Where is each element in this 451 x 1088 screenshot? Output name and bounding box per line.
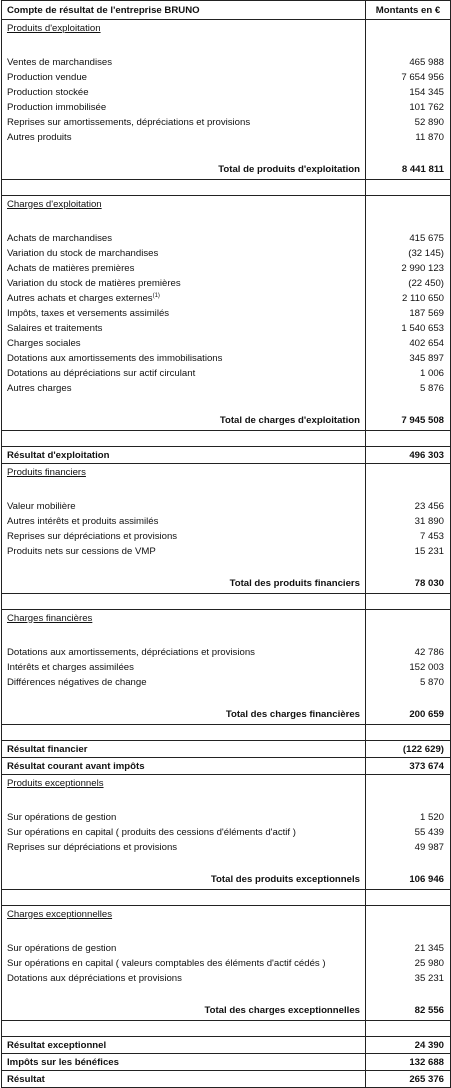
total-amount: 82 556 <box>366 1001 451 1021</box>
table-row <box>2 70 451 85</box>
income-statement-table <box>1 0 451 1088</box>
table-row <box>2 85 451 100</box>
row-label: Sur opérations en capital ( valeurs comptables des éléments d'actif cédés ) <box>2 956 366 971</box>
row-label: Variation du stock de matières premières <box>2 276 366 291</box>
table-row <box>2 130 451 145</box>
table-row <box>2 956 451 971</box>
row-amount: 1 540 653 <box>366 321 451 336</box>
row-amount: 23 456 <box>366 499 451 514</box>
row-label: Achats de marchandises <box>2 231 366 246</box>
total-label: Total de charges d'exploitation <box>2 411 366 431</box>
row-label: Produits nets sur cessions de VMP <box>2 544 366 559</box>
table-row <box>2 645 451 660</box>
row-amount: 2 990 123 <box>366 261 451 276</box>
row-amount: 55 439 <box>366 825 451 840</box>
row-label: Valeur mobilière <box>2 499 366 514</box>
row-label-text: Autres achats et charges externes <box>7 293 153 305</box>
table-row <box>2 675 451 690</box>
section-heading: Charges exceptionnelles <box>2 906 366 923</box>
result-label: Résultat courant avant impôts <box>2 758 366 775</box>
row-label: Différences négatives de change <box>2 675 366 690</box>
table-row <box>2 840 451 855</box>
row-label: Autres produits <box>2 130 366 145</box>
row-amount: 465 988 <box>366 55 451 70</box>
row-label: Reprises sur dépréciations et provisions <box>2 529 366 544</box>
total-row <box>2 705 451 725</box>
table-row <box>2 810 451 825</box>
result-amount: 373 674 <box>366 758 451 775</box>
total-amount: 200 659 <box>366 705 451 725</box>
table-row <box>2 941 451 956</box>
total-amount: 7 945 508 <box>366 411 451 431</box>
result-label: Résultat d'exploitation <box>2 447 366 464</box>
total-amount: 78 030 <box>366 574 451 594</box>
table-row <box>2 499 451 514</box>
total-label: Total des charges financières <box>2 705 366 725</box>
result-row <box>2 741 451 758</box>
section-heading-row <box>2 906 451 923</box>
row-amount: 35 231 <box>366 971 451 986</box>
row-amount: 1 006 <box>366 366 451 381</box>
table-row <box>2 306 451 321</box>
row-label: Intérêts et charges assimilées <box>2 660 366 675</box>
table-row <box>2 351 451 366</box>
row-amount: 7 453 <box>366 529 451 544</box>
table-row <box>2 276 451 291</box>
row-label <box>2 291 366 306</box>
section-heading: Produits exceptionnels <box>2 775 366 792</box>
section-heading: Charges financières <box>2 610 366 627</box>
row-amount: 415 675 <box>366 231 451 246</box>
result-label: Résultat financier <box>2 741 366 758</box>
table-row <box>2 100 451 115</box>
table-row <box>2 971 451 986</box>
result-amount: (122 629) <box>366 741 451 758</box>
row-amount: (32 145) <box>366 246 451 261</box>
total-label: Total de produits d'exploitation <box>2 160 366 180</box>
result-row <box>2 1037 451 1054</box>
result-row <box>2 447 451 464</box>
row-label: Ventes de marchandises <box>2 55 366 70</box>
total-label: Total des charges exceptionnelles <box>2 1001 366 1021</box>
total-row <box>2 160 451 180</box>
row-amount: 25 980 <box>366 956 451 971</box>
table-row <box>2 336 451 351</box>
row-label: Impôts, taxes et versements assimilés <box>2 306 366 321</box>
result-amount: 496 303 <box>366 447 451 464</box>
total-label: Total des produits financiers <box>2 574 366 594</box>
row-label: Sur opérations de gestion <box>2 941 366 956</box>
result-row <box>2 1054 451 1071</box>
table-row <box>2 231 451 246</box>
result-label: Résultat exceptionnel <box>2 1037 366 1054</box>
footnote-marker: (1) <box>152 292 160 299</box>
row-amount: 152 003 <box>366 660 451 675</box>
result-row <box>2 758 451 775</box>
row-label: Reprises sur amortissements, dépréciations et provisions <box>2 115 366 130</box>
result-amount: 265 376 <box>366 1071 451 1088</box>
row-label: Autres charges <box>2 381 366 396</box>
row-amount: 187 569 <box>366 306 451 321</box>
row-label: Sur opérations de gestion <box>2 810 366 825</box>
table-row <box>2 261 451 276</box>
row-amount: 49 987 <box>366 840 451 855</box>
table-row <box>2 115 451 130</box>
row-amount: 7 654 956 <box>366 70 451 85</box>
total-row <box>2 870 451 890</box>
row-label: Reprises sur dépréciations et provisions <box>2 840 366 855</box>
table-row <box>2 660 451 675</box>
row-label: Variation du stock de marchandises <box>2 246 366 261</box>
total-row <box>2 411 451 431</box>
result-amount: 24 390 <box>366 1037 451 1054</box>
total-row <box>2 574 451 594</box>
row-amount: 21 345 <box>366 941 451 956</box>
table-row <box>2 246 451 261</box>
row-amount: 31 890 <box>366 514 451 529</box>
table-row <box>2 544 451 559</box>
table-row <box>2 529 451 544</box>
row-label: Dotations aux dépréciations et provisions <box>2 971 366 986</box>
row-label: Dotations aux amortissements, dépréciations et provisions <box>2 645 366 660</box>
table-row <box>2 366 451 381</box>
total-row <box>2 1001 451 1021</box>
row-label: Dotations au dépréciations sur actif circulant <box>2 366 366 381</box>
section-heading-row <box>2 196 451 213</box>
section-heading-row <box>2 775 451 792</box>
amount-column-header: Montants en € <box>366 1 451 20</box>
table-row <box>2 291 451 306</box>
section-heading: Produits d'exploitation <box>2 20 366 37</box>
row-label: Achats de matières premières <box>2 261 366 276</box>
result-label: Impôts sur les bénéfices <box>2 1054 366 1071</box>
row-label: Production vendue <box>2 70 366 85</box>
total-label: Total des produits exceptionnels <box>2 870 366 890</box>
final-result-row <box>2 1071 451 1088</box>
table-row <box>2 381 451 396</box>
row-amount: 2 110 650 <box>366 291 451 306</box>
table-row <box>2 321 451 336</box>
table-row <box>2 514 451 529</box>
row-amount: 42 786 <box>366 645 451 660</box>
row-label: Sur opérations en capital ( produits des cessions d'éléments d'actif ) <box>2 825 366 840</box>
row-amount: 101 762 <box>366 100 451 115</box>
section-heading: Charges d'exploitation <box>2 196 366 213</box>
section-heading: Produits financiers <box>2 464 366 481</box>
row-label: Salaires et traitements <box>2 321 366 336</box>
section-heading-row <box>2 20 451 37</box>
row-label: Autres intérêts et produits assimilés <box>2 514 366 529</box>
row-label: Production immobilisée <box>2 100 366 115</box>
table-row <box>2 55 451 70</box>
total-amount: 8 441 811 <box>366 160 451 180</box>
row-amount: 11 870 <box>366 130 451 145</box>
table-header-row <box>2 1 451 20</box>
total-amount: 106 946 <box>366 870 451 890</box>
row-amount: 345 897 <box>366 351 451 366</box>
row-amount: 15 231 <box>366 544 451 559</box>
table-title: Compte de résultat de l'entreprise BRUNO <box>2 1 366 20</box>
section-heading-row <box>2 610 451 627</box>
row-label: Production stockée <box>2 85 366 100</box>
row-amount: 5 876 <box>366 381 451 396</box>
row-label: Charges sociales <box>2 336 366 351</box>
row-amount: 52 890 <box>366 115 451 130</box>
row-amount: 402 654 <box>366 336 451 351</box>
row-amount: (22 450) <box>366 276 451 291</box>
table-row <box>2 825 451 840</box>
section-heading-row <box>2 464 451 481</box>
row-label: Dotations aux amortissements des immobilisations <box>2 351 366 366</box>
row-amount: 154 345 <box>366 85 451 100</box>
row-amount: 1 520 <box>366 810 451 825</box>
row-amount: 5 870 <box>366 675 451 690</box>
result-label: Résultat <box>2 1071 366 1088</box>
result-amount: 132 688 <box>366 1054 451 1071</box>
